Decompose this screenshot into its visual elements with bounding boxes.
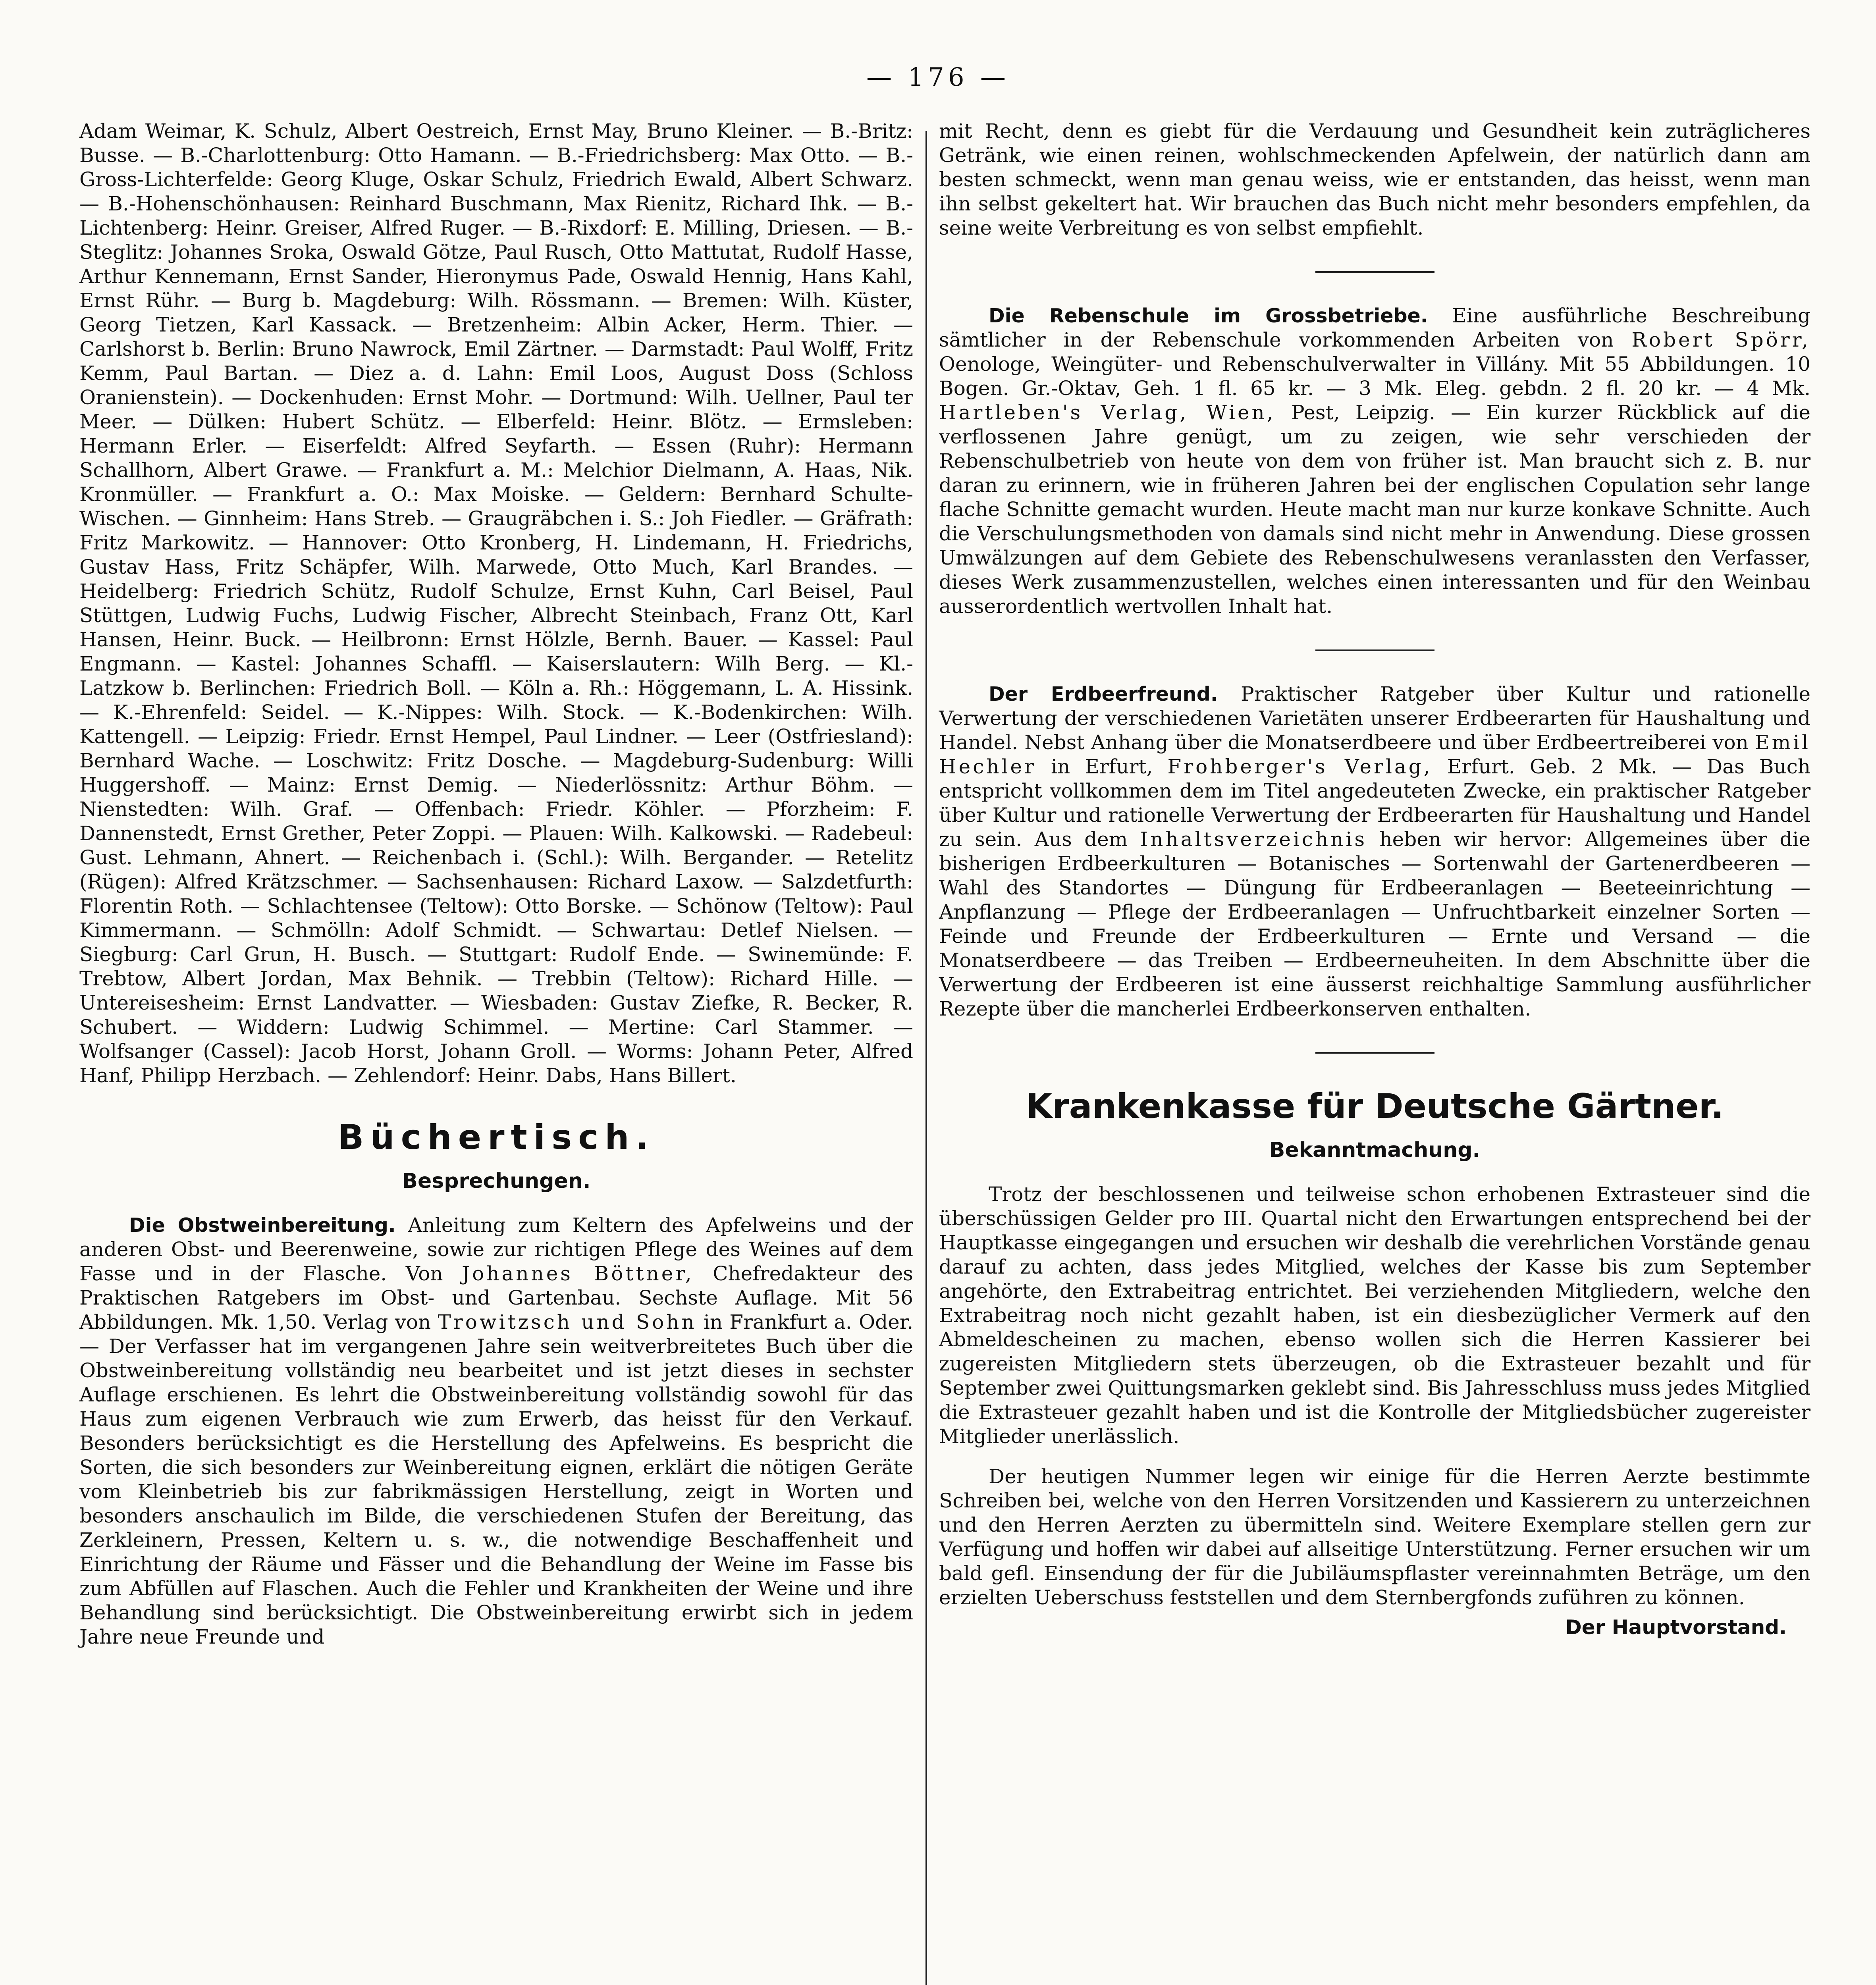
member-list: Adam Weimar, K. Schulz, Albert Oestreich, Ernst May, Bruno Kleiner. — B.-Britz: Busse. — B.-Charlottenburg: Otto Hamann. — B.-Friedrichsberg: Max Otto. — B.-Gross-Lichterfelde: Georg Kluge, Oskar Schulz, Friedrich Ewald, Albert Schwarz. — B.-Hohenschönhausen: Reinhard Buschmann, Max Rienitz, Richard Ihk. — B.-Lichtenberg: Heinr. Greiser, Alfred Ruger. — B.-Rixdorf: E. Milling, Driesen. — B.-Steglitz: Johannes Sroka, Oswald Götze, Paul Rusch, Otto Mattutat, Rudolf Hasse, Arthur Kennemann, Ernst Sander, Hieronymus Pade, Oswald Hennig, Hans Kahl, Ernst Rühr. — Burg b. Magdeburg: Wilh. Rössmann. — Bremen: Wilh. Küster, Georg Tietzen, Karl Kassack. — Bretzenheim: Albin Acker, Herm. Thier. — Carlshorst b. Berlin: Bruno Nawrock, Emil Zärtner. — Darmstadt: Paul Wolff, Fritz Kemm, Paul Bartan. — Diez a. d. Lahn: Emil Loos, August Doss (Schloss Oranienstein). — Dockenhuden: Ernst Mohr. — Dortmund: Wilh. Uellner, Paul ter Meer. — Dülken: Hubert Schütz. — Elberfeld: Heinr. Blötz. — Ermsleben: Hermann Erler. — Eiserfeldt: Alfred Seyfarth. — Essen (Ruhr): Hermann Schallhorn, Albert Grawe. — Frankfurt a. M.: Melchior Dielmann, A. Haas, Nik. Kronmüller. — Frankfurt a. O.: Max Moiske. — Geldern: Bernhard Schulte-Wischen. — Ginnheim: Hans Streb. — Graugräbchen i. S.: Joh Fiedler. — Gräfrath: Fritz Markowitz. — Hannover: Otto Kronberg, H. Lindemann, H. Friedrichs, Gustav Hass, Fritz Schäpfer, Wilh. Marwede, Otto Much, Karl Brandes. — Heidelberg: Friedrich Schütz, Rudolf Schulze, Ernst Kuhn, Carl Beisel, Paul Stüttgen, Ludwig Fuchs, Ludwig Fischer, Albrecht Steinbach, Franz Ott, Karl Hansen, Heinr. Buck. — Heilbronn: Ernst Hölzle, Bernh. Bauer. — Kassel: Paul Engmann. — Kastel: Johannes Schaffl. — Kaiserslautern: Wilh Berg. — Kl.-Latzkow b. Berlinchen: Friedrich Boll. — Köln a. Rh.: Höggemann, L. A. Hissink. — K.-Ehrenfeld: Seidel. — K.-Nippes: Wilh. Stock. — K.-Bodenkirchen: Wilh. Kattengell. — Leipzig: Friedr. Ernst Hempel, Paul Lindner. — Leer (Ostfriesland): Bernhard Wache. — Loschwitz: Fritz Dosche. — Magdeburg-Sudenburg: Willi Huggershoff. — Mainz: Ernst Demig. — Niederlössnitz: Arthur Böhm. — Nienstedten: Wilh. Graf. — Offenbach: Friedr. Köhler. — Pforzheim: F. Dannenstedt, Ernst Grether, Peter Zoppi. — Plauen: Wilh. Kalkowski. — Radebeul: Gust. Lehmann, Ahnert. — Reichenbach i. (Schl.): Wilh. Bergander. — Retelitz (Rügen): Alfred Krätzschmer. — Sachsenhausen: Richard Laxow. — Salzdetfurth: Florentin Roth. — Schlachtensee (Teltow): Otto Borske. — Schönow (Teltow): Paul Kimmermann. — Schmölln: Adolf Schmidt. — Schwartau: Detlef Nielsen. — Siegburg: Carl Grun, H. Busch. — Stuttgart: Rudolf Ende. — Swinemünde: F. Trebtow, Albert Jordan, Max Behnik. — Trebbin (Teltow): Richard Hille. — Untereisesheim: Ernst Landvatter. — Wiesbaden: Gustav Ziefke, R. Becker, R. Schubert. — Widdern: Ludwig Schimmel. — Mertine: Carl Stammer. — Wolfsanger (Cassel): Jacob Horst, Johann Groll. — Worms: Johann Peter, Alfred Hanf, Philipp Herzbach. — Zehlendorf: Heinr. Dabs, Hans Billert. — [79, 119, 913, 1087]
notice-heading: Krankenkasse für Deutsche Gärtner. — [1026, 1087, 1724, 1126]
review-text: heben wir hervor: Allgemeines über die bisherigen Erdbeerkulturen — Botanisches — Sortenwahl der Gartenerdbeeren — Wahl des Standortes — Düngung für Erdbeeranlagen — Beeteeinrichtung — Anpflanzung — Pflege der Erdbeeranlagen — Unfruchtbarkeit einzelner Sorten — Feinde und Freunde der Erdbeerkulturen — Ernte und Versand — die Monatserdbeere — das Treiben — Erdbeerneuheiten. In dem Abschnitte über die Verwertung der Erdbeeren ist eine äusserst reichhaltige Sammlung ausführlicher Rezepte über die mancherlei Erdbeerkonserven enthalten. — [939, 828, 1810, 1020]
review-title: Die Rebenschule im Grossbetriebe. — [989, 304, 1428, 327]
review-publisher: Frohberger's Verlag, — [1167, 755, 1433, 778]
review-publisher: Trowitzsch und Sohn — [438, 1310, 697, 1334]
review-title: Die Obstweinbereitung. — [129, 1214, 396, 1237]
divider — [1315, 1052, 1434, 1054]
page-number: — 176 — — [866, 63, 1010, 92]
review-text: Chefredakteur des Praktischen Ratgebers im Obst- und Gartenbau. Sechste Auflage. Mit 56 Abbildungen. Mk. 1,50. Verlag von — [79, 1262, 913, 1334]
contents-label: Inhaltsverzeichnis — [1140, 828, 1367, 851]
review-text: Anleitung zum Keltern des Apfelweins und der anderen Obst- und Beerenweine, sowie zur richtigen Pflege des Weines auf dem Fasse und in der Flasche. Von — [79, 1214, 913, 1285]
notice-paragraph: Trotz der beschlossenen und teilweise schon erhobenen Extrasteuer sind die überschüssigen Gelder pro III. Quartal nicht den Erwartungen entsprechend bei der Hauptkasse eingegangen und ersuchen wir deshalb die verehrlichen Vorstände genau darauf zu achten, dass jedes Mitglied, welches der Kasse bis zum September angehörte, den Extrabeitrag entrichtet. Bei verziehenden Mitgliedern, welche den Extrabeitrag noch nicht gezahlt haben, ist ein diesbezüglicher Vermerk auf den Abmeldescheinen zu machen, ebenso wollen sich die Herren Kassierer bei zugereisten Mitgliedern stets überzeugen, ob die Extrasteuer bezahlt und für September zwei Quittungsmarken geklebt sind. Bis Jahresschluss muss jedes Mitglied die Extrasteuer gezahlt haben und ist die Kontrolle der Mitgliedsbücher zugereister Mitglieder unerlässlich. — [939, 1183, 1810, 1448]
review-text: Erfurt. Geb. 2 Mk. — Das Buch entspricht vollkommen dem im Titel angedeuteten Zwecke, ein praktischer Ratgeber über Kultur und rationelle Verwertung der Erdbeerarten für Haushaltung und Handel zu sein. Aus dem — [939, 755, 1810, 851]
notice-subheading: Bekanntmachung. — [1269, 1138, 1481, 1162]
notice-signature: Der Hauptvorstand. — [1565, 1616, 1787, 1639]
review-author: Johannes Böttner, — [462, 1262, 694, 1285]
review-author: Robert Spörr, — [1631, 328, 1810, 351]
divider — [1315, 649, 1434, 651]
review-erdbeerfreund — [939, 682, 1810, 1021]
notice-paragraph: Der heutigen Nummer legen wir einige für die Herren Aerzte bestimmte Schreiben bei, welche von den Herren Vorsitzenden und Kassierern zu unterzeichnen und den Herren Aerzten zu übermitteln sind. Weitere Exemplare stellen gern zur Verfügung und hoffen wir dabei auf allseitige Unterstützung. Ferner ersuchen wir um bald gefl. Einsendung der für die Jubiläumspflaster vereinnahmten Beträge, um den erzielten Ueberschuss feststellen und dem Sternbergfonds zuführen zu können. — [939, 1465, 1810, 1609]
review-text: Oenologe, Weingüter- und Rebenschulverwalter in Villány. Mit 55 Abbildungen. 10 Bogen. Gr.-Oktav, Geh. 1 fl. 65 kr. — 3 Mk. Eleg. gebdn. 2 fl. 20 kr. — 4 Mk. — [939, 353, 1810, 400]
section-subheading: Besprechungen. — [402, 1169, 591, 1193]
column-divider — [925, 131, 927, 1985]
right-column — [939, 119, 1810, 1640]
review-text: Eine ausführliche Beschreibung sämtlicher in der Rebenschule vorkommenden Arbeiten von — [939, 304, 1810, 351]
divider — [1315, 271, 1434, 273]
review-text: Pest, Leipzig. — Ein kurzer Rückblick auf die verflossenen Jahre genügt, um zu zeigen, wie sehr verschieden der Rebenschulbetrieb von heute von dem von früher ist. Man braucht sich z. B. nur daran zu erinnern, wie in früheren Jahren bei der englischen Copulation sehr lange flache Schnitte gemacht wurden. Heute macht man nur kurze konkave Schnitte. Auch die Verschulungsmethoden von damals sind nicht mehr in Anwendung. Diese grossen Umwälzungen auf dem Gebiete des Rebenschulwesens veranlassten den Verfasser, dieses Werk zusammenzustellen, welches einen interessanten und für den Weinbau ausserordentlich wertvollen Inhalt hat. — [939, 401, 1810, 618]
review-text: in Erfurt, — [1051, 755, 1153, 778]
review-author: Emil Hechler — [939, 731, 1810, 778]
review-text: in Frankfurt a. Oder. — Der Verfasser hat im vergangenen Jahre sein weitverbreitetes Buch über die Obstweinbereitung vollständig neu bearbeitet und ist jetzt dieses in sechster Auflage erschienen. Es lehrt die Obstweinbereitung vollständig sowohl für das Haus zum eigenen Verbrauch wie zum Erwerb, das heisst für den Verkauf. Besonders berücksichtigt es die Herstellung des Apfelweins. Es bespricht die Sorten, die sich besonders zur Weinbereitung eignen, erklärt die nötigen Geräte vom Kleinbetrieb bis zur fabrikmässigen Herstellung, zeigt in Worten und besonders anschaulich im Bilde, die verschiedenen Stufen der Bereitung, das Zerkleinern, Pressen, Keltern u. s. w., die notwendige Beschaffenheit und Einrichtung der Räume und Fässer und die Behandlung der Weine im Fasse bis zum Abfüllen auf Flaschen. Auch die Fehler und Krankheiten der Weine und ihre Behandlung sind berücksichtigt. Die Obstweinbereitung erwirbt sich in jedem Jahre neue Freunde und — [79, 1310, 914, 1648]
review-rebenschule — [939, 304, 1810, 619]
review-publisher: Hartleben's Verlag, Wien, — [939, 401, 1276, 424]
review-continuation: mit Recht, denn es giebt für die Verdauung und Gesundheit kein zuträglicheres Getränk, wie einen reinen, wohlschmeckenden Apfelwein, der natürlich dann am besten schmeckt, wenn man genau weiss, wie er entstanden, das heisst, wenn man ihn selbst gekeltert hat. Wir brauchen das Buch nicht mehr besonders empfehlen, da seine weite Verbreitung es von selbst empfiehlt. — [939, 119, 1810, 239]
review-text: Praktischer Ratgeber über Kultur und rationelle Verwertung der verschiedenen Varietäten unserer Erdbeerarten für Haushaltung und Handel. Nebst Anhang über die Monatserdbeere und über Erdbeertreiberei von — [939, 682, 1810, 754]
review-title: Der Erdbeerfreund. — [989, 683, 1218, 705]
review-obstwein — [79, 1213, 913, 1649]
section-heading: Büchertisch. — [337, 1118, 655, 1157]
left-column — [79, 119, 913, 1655]
